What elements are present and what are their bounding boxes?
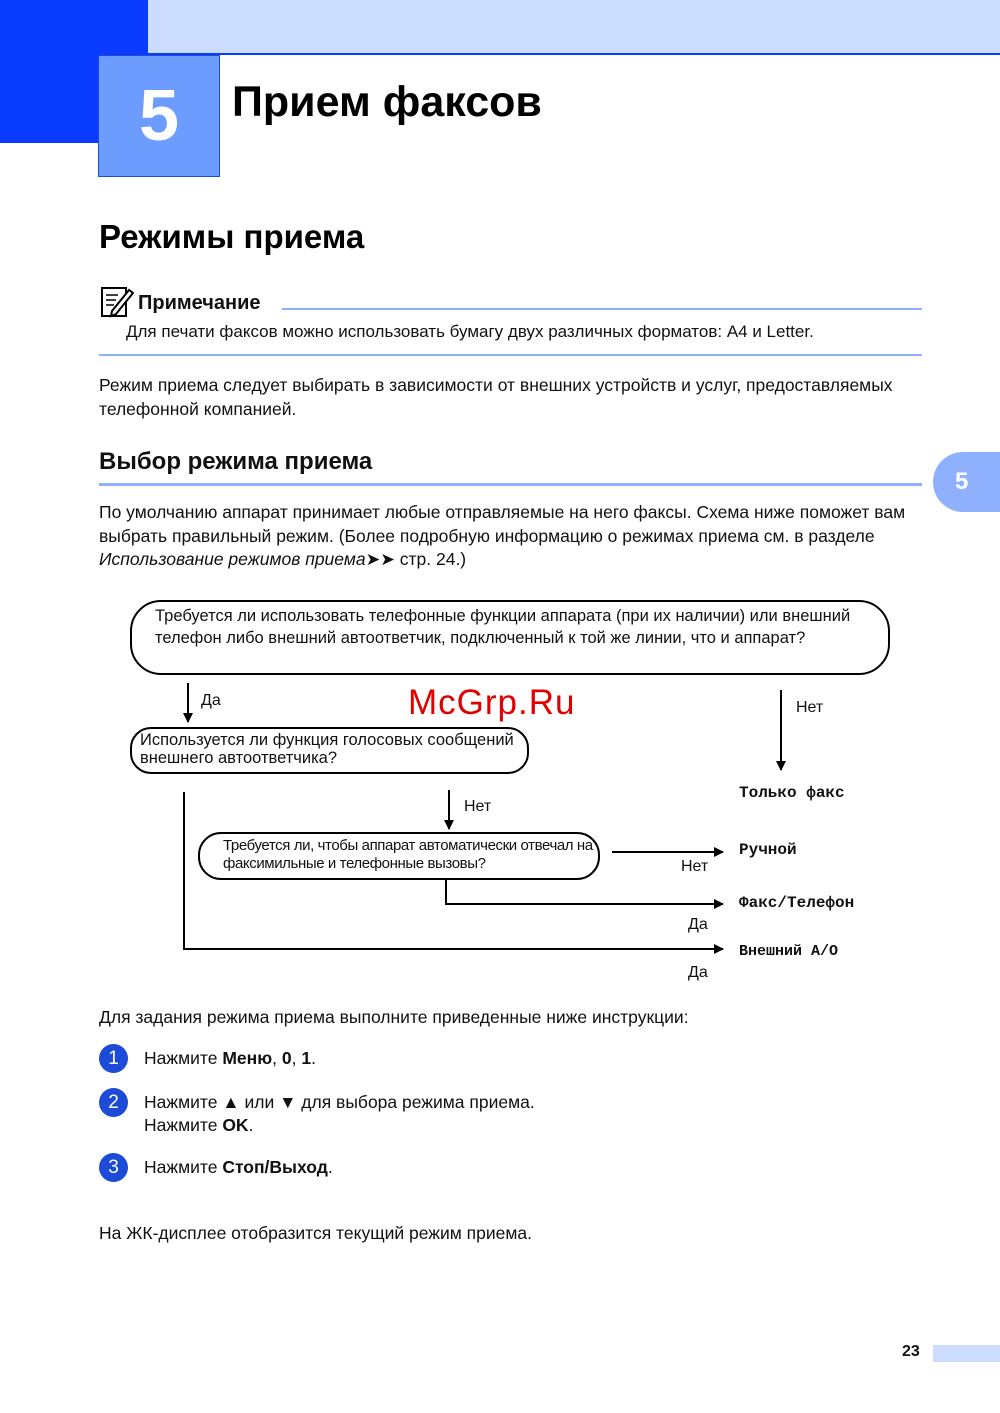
- label-yes-q1: Да: [201, 692, 221, 709]
- key-0: 0: [281, 1048, 292, 1068]
- section-title: Режимы приема: [99, 218, 365, 255]
- step-2-text: [144, 1091, 535, 1137]
- side-tab-number: 5: [955, 468, 969, 495]
- subsection-title: Выбор режима приема: [99, 448, 373, 475]
- menu-key: Меню: [222, 1048, 273, 1068]
- flowchart-question1: Требуется ли использовать телефонные функции аппарата (при их наличии) или внешний телефон либо внешний автоответчик, подключенный к той же линии, что и аппарат?: [155, 607, 851, 647]
- step-2-line1: Нажмите ▲ или ▼ для выбора режима приема.: [144, 1092, 535, 1112]
- separator: ,: [291, 1048, 302, 1068]
- separator: ,: [272, 1048, 282, 1068]
- chapter-title: Прием факсов: [232, 78, 542, 126]
- result-ext-tad: Внешний А/О: [739, 943, 839, 960]
- result-manual: Ручной: [739, 841, 797, 859]
- step-text: Нажмите: [144, 1048, 223, 1068]
- footer-bar: [933, 1345, 1000, 1362]
- arrow-icon: ➤➤: [365, 549, 395, 569]
- result-fax-only: Только факс: [739, 784, 845, 802]
- punctuation: .: [327, 1157, 333, 1177]
- paragraph-text-after: стр. 24.): [394, 549, 467, 569]
- note-label: Примечание: [138, 292, 261, 314]
- watermark: McGrp.Ru: [408, 683, 576, 722]
- cross-reference-link[interactable]: Использование режимов приема: [99, 549, 366, 569]
- step-number-1: 1: [99, 1044, 128, 1073]
- arrow-q3-yes: [446, 880, 723, 904]
- flowchart-question3: Требуется ли, чтобы аппарат автоматически отвечал на факсимильные и телефонные вызовы?: [223, 837, 593, 872]
- paragraph-text-before: По умолчанию аппарат принимает любые отправляемые на него факсы. Схема ниже поможет вам выбрать правильный режим. (Более подробную информацию о режимах приема см. в разделе: [99, 502, 906, 546]
- result-fax-tel: Факс/Телефон: [739, 894, 855, 912]
- ok-key: OK: [222, 1115, 249, 1135]
- label-no-q2: Нет: [464, 798, 492, 815]
- step-3-text: [144, 1156, 333, 1179]
- label-no-q1: Нет: [796, 699, 824, 716]
- page-number: 23: [902, 1343, 920, 1360]
- step-text: Нажмите: [144, 1115, 223, 1135]
- step-2-line2: [144, 1114, 535, 1137]
- chapter-number: 5: [138, 76, 180, 156]
- note-text: Для печати факсов можно использовать бумагу двух различных форматов: A4 и Letter.: [126, 322, 814, 341]
- flowchart-question2: Используется ли функция голосовых сообщений внешнего автоответчика?: [140, 731, 514, 767]
- label-yes-q3: Да: [688, 916, 708, 933]
- label-yes-q2: Да: [688, 964, 708, 981]
- closing-paragraph: На ЖК-дисплее отобразится текущий режим приема.: [99, 1223, 533, 1243]
- step-number-3: 3: [99, 1153, 128, 1182]
- stop-exit-key: Стоп/Выход: [222, 1157, 328, 1177]
- step-text: Нажмите: [144, 1157, 223, 1177]
- step-number-2: 2: [99, 1088, 128, 1117]
- punctuation: .: [311, 1048, 316, 1068]
- intro-paragraph: Режим приема следует выбирать в зависимости от внешних устройств и услуг, предоставляемых телефонной компанией.: [99, 375, 893, 419]
- key-1: 1: [301, 1048, 312, 1068]
- step-1-text: [144, 1047, 316, 1070]
- instructions-intro: Для задания режима приема выполните приведенные ниже инструкции:: [99, 1007, 689, 1027]
- label-no-q3: Нет: [681, 858, 709, 875]
- punctuation: .: [248, 1115, 254, 1135]
